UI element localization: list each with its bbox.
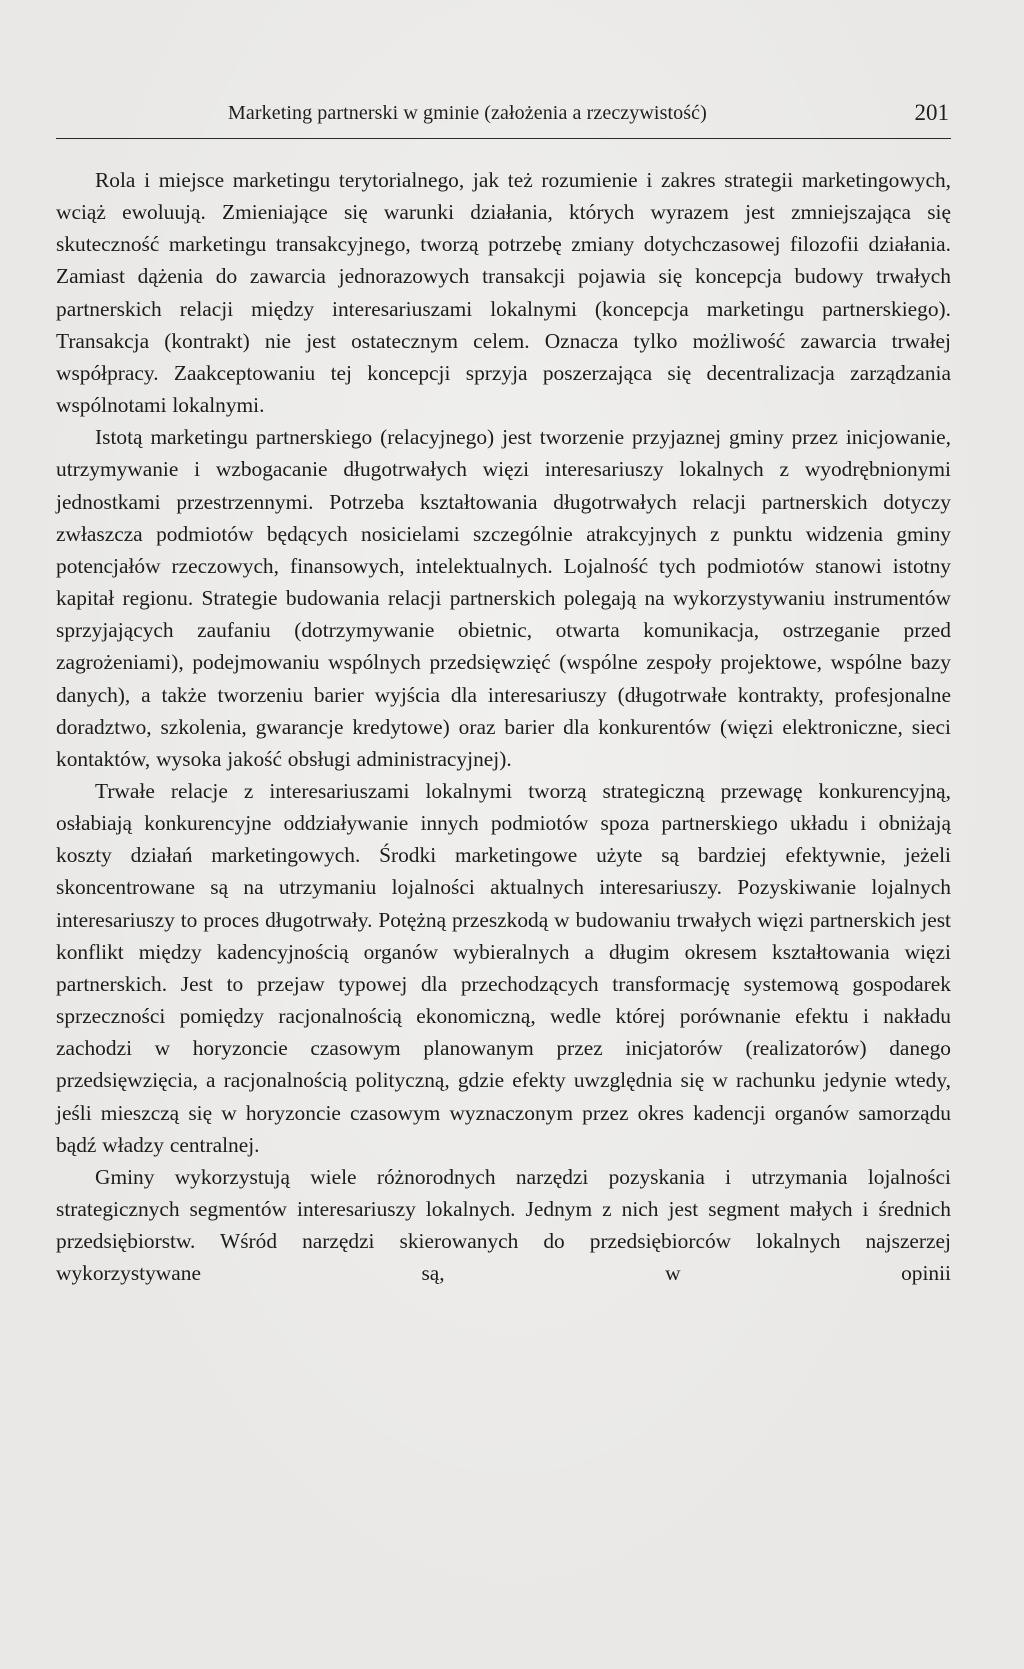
page-number: 201 — [914, 100, 949, 125]
body-text — [56, 164, 951, 1289]
paragraph: Gminy wykorzystują wiele różnorodnych narzędzi pozyskania i utrzymania lojalności strategicznych segmentów interesariuszy lokalnych. Jednym z nich jest segment małych i średnich przedsiębiorstw. Wśród narzędzi skierowanych do przedsiębiorców lokalnych najszerzej wykorzystywane są, w opinii — [56, 1164, 951, 1286]
running-head: Marketing partnerski w gminie (założenia a rzeczywistość) — [228, 102, 707, 124]
paragraph: Trwałe relacje z interesariuszami lokalnymi tworzą strategiczną przewagę konkurencyjną, osłabiają konkurencyjne oddziaływanie innych podmiotów spoza partnerskiego układu i obniżają koszty działań marketingowych. Środki marketingowe użyte są bardziej efektywnie, jeżeli skoncentrowane są na utrzymaniu lojalności aktualnych interesariuszy. Pozyskiwanie lojalnych interesariuszy to proces długotrwały. Potężną przeszkodą w budowaniu trwałych więzi partnerskich jest konflikt między kadencyjnością organów wybieralnych a długim okresem kształtowania więzi partnerskich. Jest to przejaw typowej dla przechodzących transformację systemową gospodarek sprzeczności pomiędzy racjonalnością ekonomiczną, wedle której porównanie efektu i nakładu zachodzi w horyzoncie czasowym planowanym przez inicjatorów (realizatorów) danego przedsięwzięcia, a racjonalnością polityczną, gdzie efekty uwzględnia się w rachunku jedynie wtedy, jeśli mieszczą się w horyzoncie czasowym wyznaczonym przez okres kadencji organów samorządu bądź władzy centralnej. — [56, 778, 951, 1157]
paragraph: Istotą marketingu partnerskiego (relacyjnego) jest tworzenie przyjaznej gminy przez inicjowanie, utrzymywanie i wzbogacanie długotrwałych więzi interesariuszy lokalnych z wyodrębnionymi jednostkami przestrzennymi. Potrzeba kształtowania długotrwałych relacji partnerskich dotyczy zwłaszcza podmiotów będących nosicielami szczególnie atrakcyjnych z punktu widzenia gminy potencjałów rzeczowych, finansowych, intelektualnych. Lojalność tych podmiotów stanowi istotny kapitał regionu. Strategie budowania relacji partnerskich polegają na wykorzystywaniu instrumentów sprzyjających zaufaniu (dotrzymywanie obietnic, otwarta komunikacja, ostrzeganie przed zagrożeniami), podejmowaniu wspólnych przedsięwzięć (wspólne zespoły projektowe, wspólne bazy danych), a także tworzeniu barier wyjścia dla interesariuszy (długotrwałe kontrakty, profesjonalne doradztwo, szkolenia, gwarancje kredytowe) oraz barier dla konkurentów (więzi elektroniczne, sieci kontaktów, wysoka jakość obsługi administracyjnej). — [56, 425, 951, 771]
page-header — [56, 98, 951, 139]
paragraph: Rola i miejsce marketingu terytorialnego, jak też rozumienie i zakres strategii marketingowych, wciąż ewoluują. Zmieniające się warunki działania, których wyrazem jest zmniejszająca się skuteczność marketingu transakcyjnego, tworzą potrzebę zmiany dotychczasowej filozofii działania. Zamiast dążenia do zawarcia jednorazowych transakcji pojawia się koncepcja budowy trwałych partnerskich relacji między interesariuszami lokalnymi (koncepcja marketingu partnerskiego). Transakcja (kontrakt) nie jest ostatecznym celem. Oznacza tylko możliwość zawarcia trwałej współpracy. Zaakceptowaniu tej koncepcji sprzyja poszerzająca się decentralizacja zarządzania wspólnotami lokalnymi. — [56, 168, 951, 418]
